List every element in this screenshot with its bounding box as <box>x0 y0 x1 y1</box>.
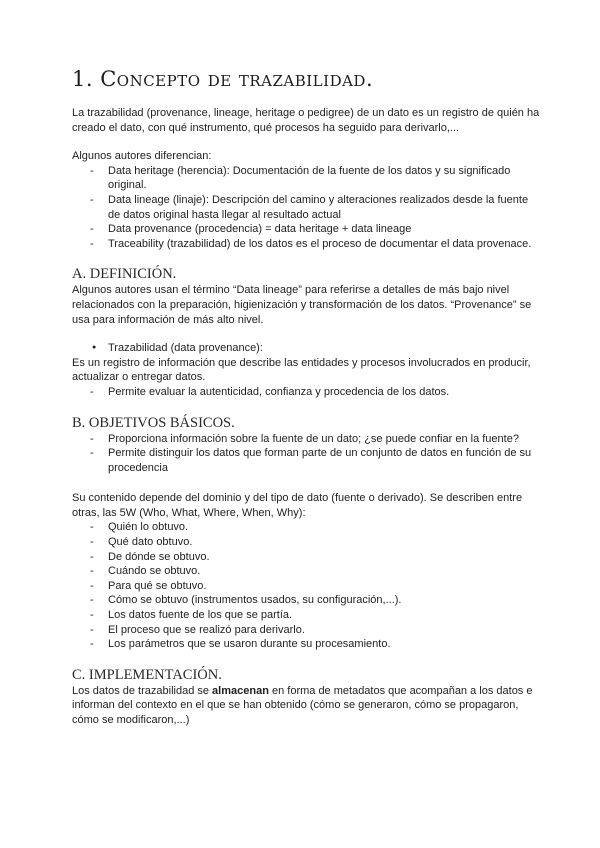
section-a-paragraph: Algunos autores usan el término “Data lineage” para referirse a detalles de más bajo nivel relacionados con la preparación, higienización y transformación de los datos. “Provenance” se usa para información de más alto nivel. <box>72 284 532 326</box>
document-content <box>72 66 542 728</box>
list-item: - Quién lo obtuvo. <box>72 520 542 535</box>
section-a-definition: Es un registro de información que describe las entidades y procesos involucrados en producir, actualizar o entregar datos. <box>72 356 531 384</box>
list-item: - Proporciona información sobre la fuente de un dato; ¿se puede confiar en la fuente? <box>72 432 542 447</box>
section-c-heading: C. IMPLEMENTACIÓN. <box>72 666 222 683</box>
five-w-list <box>72 520 542 651</box>
section-c-text-before: Los datos de trazabilidad se <box>72 684 213 697</box>
list-item: - De dónde se obtuvo. <box>72 550 542 565</box>
list-item: - Data lineage (linaje): Descripción del camino y alteraciones realizados desde la fuente de datos original hasta llegar al resultado actual <box>72 193 542 222</box>
section-a-bullet-list <box>72 341 542 356</box>
list-item: - Cómo se obtuvo (instrumentos usados, su configuración,...). <box>72 593 542 608</box>
section-b-heading: B. OBJETIVOS BÁSICOS. <box>72 414 235 431</box>
list-item: ● Trazabilidad (data provenance): <box>72 341 542 356</box>
authors-intro: Algunos autores diferencian: <box>72 150 212 163</box>
list-item: - Permite evaluar la autenticidad, confianza y procedencia de los datos. <box>72 385 542 400</box>
list-item: - El proceso que se realizó para derivarlo. <box>72 623 542 638</box>
authors-list <box>72 164 542 252</box>
section-c-paragraph <box>72 684 542 728</box>
list-item: - Traceability (trazabilidad) de los datos es el proceso de documentar el data provenace. <box>72 237 542 252</box>
intro-paragraph: La trazabilidad (provenance, lineage, heritage o pedigree) de un dato es un registro de quién ha creado el dato, con qué instrumento, qué procesos ha seguido para derivarlo,... <box>72 107 540 134</box>
list-item: - Cuándo se obtuvo. <box>72 564 542 579</box>
list-item: - Data heritage (herencia): Documentación de la fuente de los datos y su significado original. <box>72 164 542 193</box>
list-item: - Para qué se obtuvo. <box>72 579 542 594</box>
list-item: - Los parámetros que se usaron durante su procesamiento. <box>72 637 542 652</box>
section-b-list <box>72 432 542 476</box>
list-item: - Data provenance (procedencia) = data heritage + data lineage <box>72 222 542 237</box>
list-item: - Permite distinguir los datos que forman parte de un conjunto de datos en función de su procedencia <box>72 446 542 475</box>
section-a-list <box>72 385 542 400</box>
list-item: - Qué dato obtuvo. <box>72 535 542 550</box>
section-a-heading: A. DEFINICIÓN. <box>72 266 177 283</box>
page-title: 1. Concepto de trazabilidad. <box>72 67 374 91</box>
section-c-text-bold: almacenan <box>212 684 269 697</box>
section-c-text-after: en forma de metadatos que acompañan a los datos e informan del contexto en el que se han obtenido (cómo se generaron, cómo se propagaron, cómo se modificaron,...) <box>72 684 533 726</box>
section-b-paragraph: Su contenido depende del dominio y del tipo de dato (fuente o derivado). Se describen entre otras, las 5W (Who, What, Where, When, Why): <box>72 492 523 519</box>
list-item: - Los datos fuente de los que se partía. <box>72 608 542 623</box>
